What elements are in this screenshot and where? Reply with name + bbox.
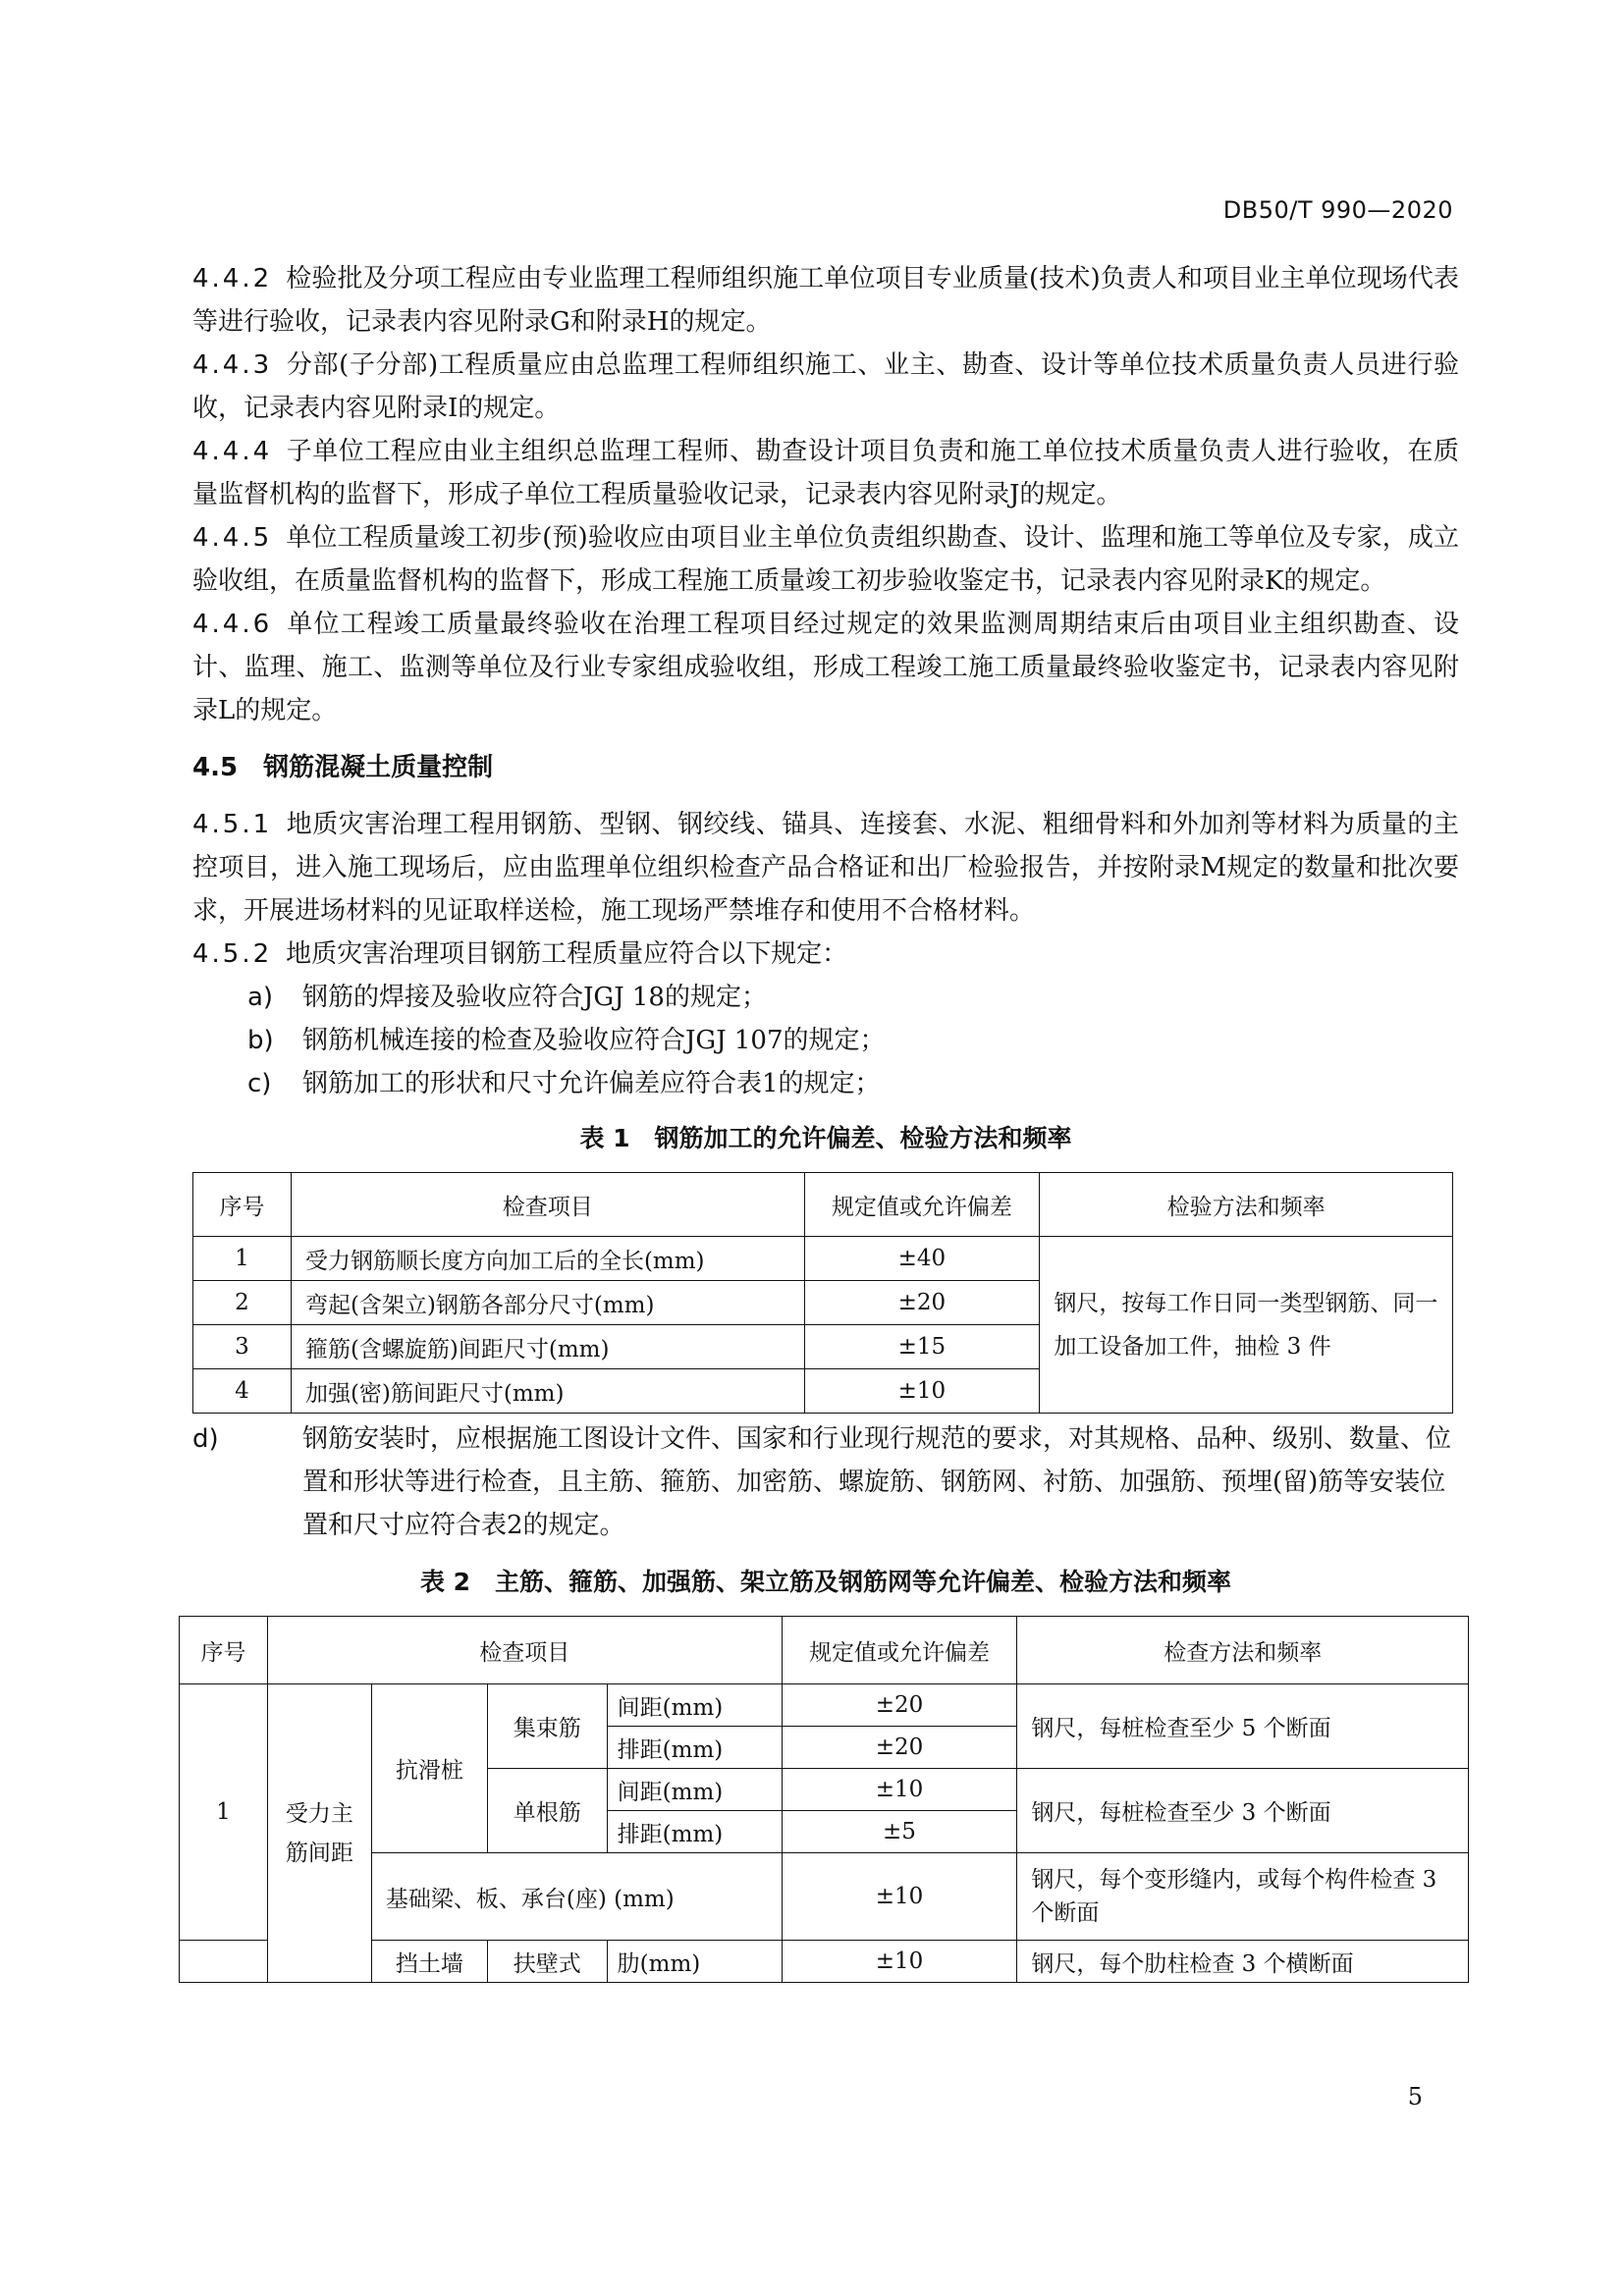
section-number: 4.5 (192, 753, 239, 782)
clause-number: 4.4.4 (192, 437, 273, 466)
table-row (193, 1237, 1453, 1281)
cell-tolerance: ±10 (782, 1941, 1017, 1983)
header-cell: 检查方法和频率 (1017, 1617, 1469, 1684)
header-cell: 检验方法和频率 (1040, 1173, 1453, 1237)
list-text: 钢筋安装时，应根据施工图设计文件、国家和行业现行规范的要求，对其规格、品种、级别、数量、位置和形状等进行检查，且主筋、箍筋、加密筋、螺旋筋、钢筋网、衬筋、加强筋、预埋(留)筋等安装位置和尺寸应符合表2的规定。 (302, 1424, 1452, 1540)
clause-4-4-2 (192, 257, 1459, 344)
header-cell: 序号 (180, 1617, 268, 1684)
clause-4-4-3 (192, 344, 1459, 430)
cell-method: 钢尺，每个肋柱检查 3 个横断面 (1017, 1941, 1469, 1983)
table-1-caption: 表 1 钢筋加工的允许偏差、检验方法和频率 (579, 1124, 1072, 1152)
list-marker: d) (192, 1424, 219, 1454)
list-text: 钢筋机械连接的检查及验收应符合JGJ 107的规定； (302, 1026, 886, 1055)
cell-empty (180, 1941, 268, 1983)
table-header-row (180, 1617, 1469, 1684)
cell-item: 受力钢筋顺长度方向加工后的全长(mm) (291, 1237, 804, 1281)
cell-tolerance: ±20 (782, 1684, 1017, 1727)
cell-tolerance: ±10 (804, 1369, 1040, 1414)
cell-buttress: 扶壁式 (487, 1941, 607, 1983)
list-marker: c) (247, 1069, 272, 1098)
cell-method: 钢尺，按每工作日同一类型钢筋、同一加工设备加工件，抽检 3 件 (1040, 1237, 1453, 1414)
page-number: 5 (1407, 2083, 1423, 2110)
cell-spacing: 间距(mm) (607, 1684, 782, 1727)
document-code: DB50/T 990—2020 (1222, 196, 1453, 224)
table-2 (179, 1616, 1469, 1983)
table-row (180, 1941, 1469, 1983)
table-row (180, 1853, 1469, 1941)
cell-tolerance: ±5 (782, 1811, 1017, 1853)
header-cell: 检查项目 (291, 1173, 804, 1237)
cell-method: 钢尺，每个变形缝内，或每个构件检查 3 个断面 (1017, 1853, 1469, 1941)
cell-tolerance: ±20 (782, 1727, 1017, 1769)
list-item-c (247, 1062, 1459, 1105)
list-marker: b) (247, 1026, 274, 1055)
cell-category: 受力主筋间距 (267, 1684, 371, 1983)
cell-tolerance: ±40 (804, 1237, 1040, 1281)
clause-text: 子单位工程应由业主组织总监理工程师、勘查设计项目负责和施工单位技术质量负责人进行验收，在质量监督机构的监督下，形成子单位工程质量验收记录，记录表内容见附录J的规定。 (192, 437, 1459, 509)
cell-no: 3 (193, 1325, 292, 1369)
header-cell: 规定值或允许偏差 (804, 1173, 1040, 1237)
section-title: 钢筋混凝土质量控制 (263, 753, 494, 782)
clause-number: 4.5.1 (192, 810, 273, 839)
cell-no: 1 (180, 1684, 268, 1941)
header-cell: 序号 (193, 1173, 292, 1237)
cell-tolerance: ±10 (782, 1853, 1017, 1941)
clause-4-4-4 (192, 430, 1459, 516)
page-content (192, 257, 1459, 1983)
cell-no: 2 (193, 1281, 292, 1325)
cell-tolerance: ±15 (804, 1325, 1040, 1369)
cell-single: 单根筋 (487, 1769, 607, 1853)
cell-wall: 挡土墙 (371, 1941, 487, 1983)
cell-row-spacing: 排距(mm) (607, 1811, 782, 1853)
table-header-row (193, 1173, 1453, 1237)
cell-item: 加强(密)筋间距尺寸(mm) (291, 1369, 804, 1414)
header-cell: 规定值或允许偏差 (782, 1617, 1017, 1684)
clause-number: 4.4.5 (192, 523, 273, 553)
cell-pile: 抗滑桩 (371, 1684, 487, 1853)
cell-bundle: 集束筋 (487, 1684, 607, 1769)
cell-row-spacing: 排距(mm) (607, 1727, 782, 1769)
cell-foundation: 基础梁、板、承台(座) (mm) (371, 1853, 782, 1941)
list-item-d (192, 1417, 1459, 1547)
cell-method: 钢尺，每桩检查至少 3 个断面 (1017, 1769, 1469, 1853)
cell-tolerance: ±10 (782, 1769, 1017, 1811)
clause-text: 地质灾害治理项目钢筋工程质量应符合以下规定： (286, 939, 848, 969)
list-item-b (247, 1019, 1459, 1062)
cell-item: 箍筋(含螺旋筋)间距尺寸(mm) (291, 1325, 804, 1369)
cell-item: 弯起(含架立)钢筋各部分尺寸(mm) (291, 1281, 804, 1325)
clause-number: 4.4.3 (192, 350, 273, 380)
table-1 (192, 1172, 1453, 1414)
list-item-a (247, 976, 1459, 1019)
clause-4-4-6 (192, 603, 1459, 732)
clause-4-5-2 (192, 933, 1459, 976)
clause-4-4-5 (192, 516, 1459, 603)
clause-number: 4.5.2 (192, 939, 273, 969)
cell-tolerance: ±20 (804, 1281, 1040, 1325)
table-row (180, 1684, 1469, 1727)
list-text: 钢筋加工的形状和尺寸允许偏差应符合表1的规定； (302, 1069, 881, 1098)
clause-number: 4.4.6 (192, 610, 273, 639)
list-marker: a) (247, 983, 274, 1012)
clause-text: 单位工程竣工质量最终验收在治理工程项目经过规定的效果监测周期结束后由项目业主组织勘查、设计、监理、施工、监测等单位及行业专家组成验收组，形成工程竣工施工质量最终验收鉴定书，记录表内容见附录L的规定。 (192, 610, 1459, 725)
clause-text: 地质灾害治理工程用钢筋、型钢、钢绞线、锚具、连接套、水泥、粗细骨料和外加剂等材料为质量的主控项目，进入施工现场后，应由监理单位组织检查产品合格证和出厂检验报告，并按附录M规定的数量和批次要求，开展进场材料的见证取样送检，施工现场严禁堆存和使用不合格材料。 (192, 810, 1459, 926)
cell-rib: 肋(mm) (607, 1941, 782, 1983)
cell-no: 4 (193, 1369, 292, 1414)
table-2-caption: 表 2 主筋、箍筋、加强筋、架立筋及钢筋网等允许偏差、检验方法和频率 (419, 1568, 1232, 1596)
clause-4-5-1 (192, 803, 1459, 933)
list-text: 钢筋的焊接及验收应符合JGJ 18的规定； (302, 983, 767, 1012)
cell-method: 钢尺，每桩检查至少 5 个断面 (1017, 1684, 1469, 1769)
section-heading-4-5 (192, 746, 1459, 789)
clause-text: 单位工程质量竣工初步(预)验收应由项目业主单位负责组织勘查、设计、监理和施工等单位及专家，成立验收组，在质量监督机构的监督下，形成工程施工质量竣工初步验收鉴定书，记录表内容见附录K的规定。 (192, 523, 1459, 596)
cell-no: 1 (193, 1237, 292, 1281)
clause-text: 检验批及分项工程应由专业监理工程师组织施工单位项目专业质量(技术)负责人和项目业主单位现场代表等进行验收，记录表内容见附录G和附录H的规定。 (192, 264, 1459, 337)
cell-spacing: 间距(mm) (607, 1769, 782, 1811)
clause-number: 4.4.2 (192, 264, 273, 294)
header-cell: 检查项目 (267, 1617, 782, 1684)
clause-text: 分部(子分部)工程质量应由总监理工程师组织施工、业主、勘查、设计等单位技术质量负责人员进行验收，记录表内容见附录I的规定。 (192, 350, 1459, 423)
